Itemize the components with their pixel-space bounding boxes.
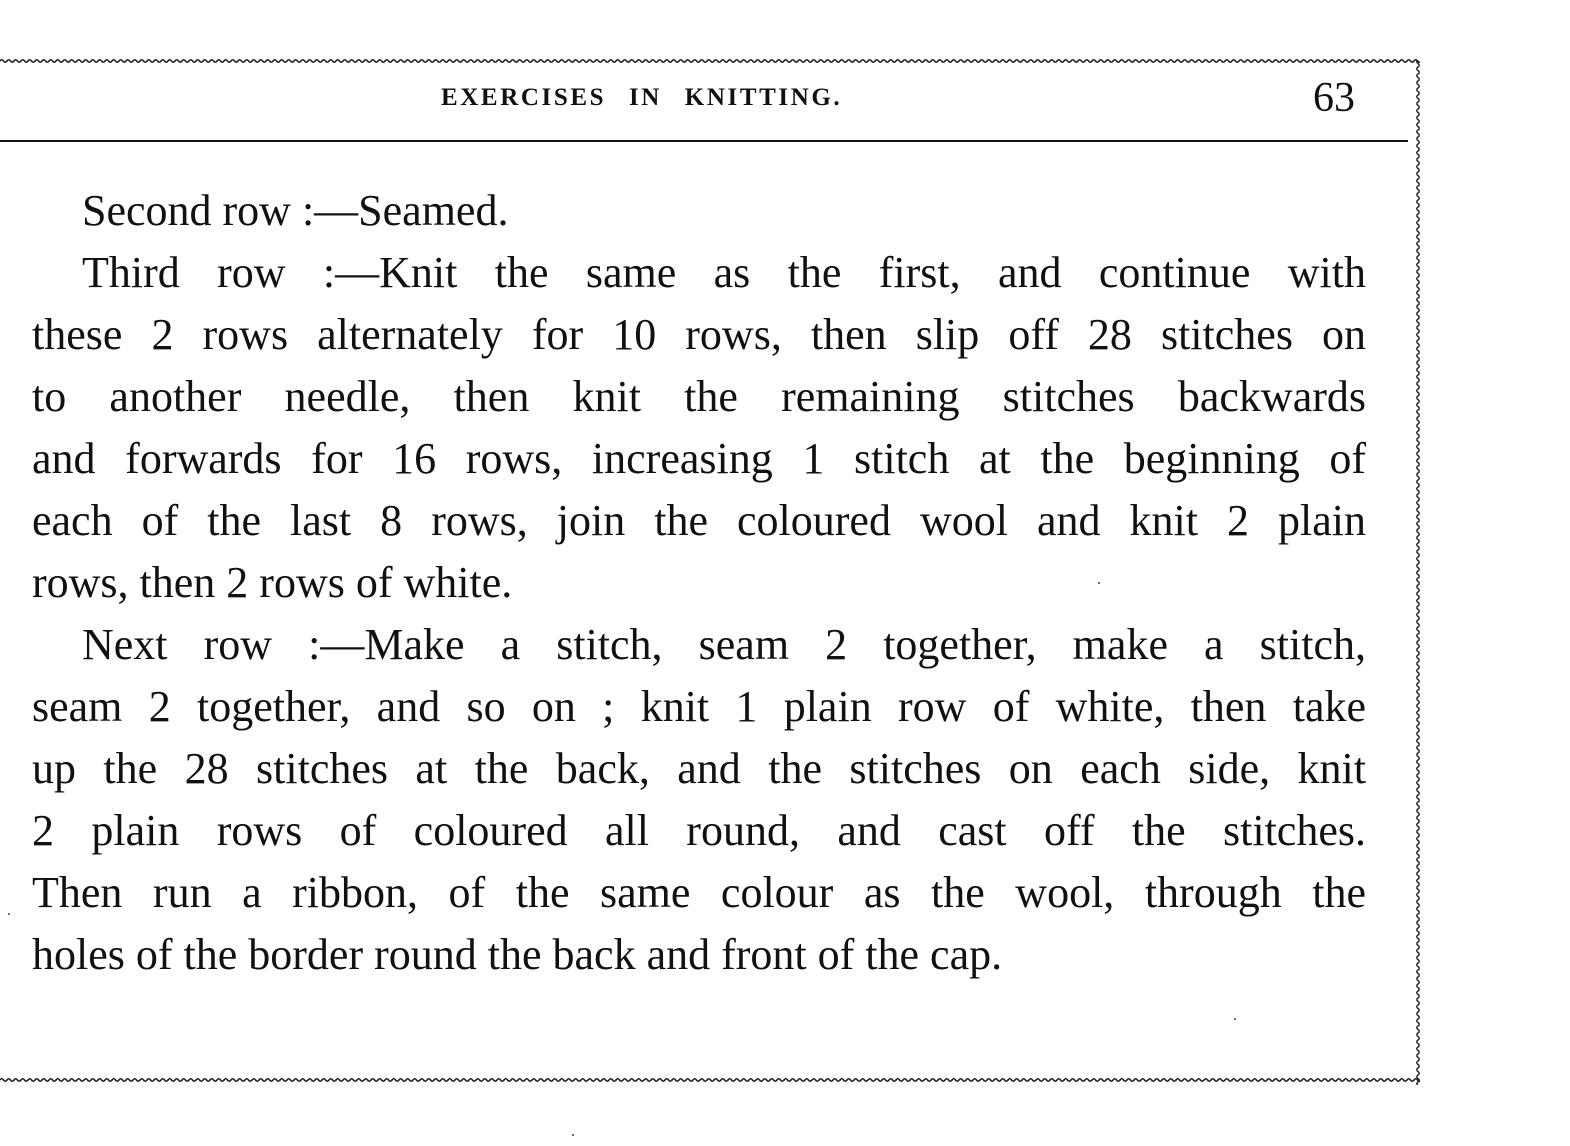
paragraph-second-row [32,180,1366,242]
text-line: Second row :—Seamed. [82,186,509,235]
text-line: holes of the border round the back and front of the cap. [32,930,1003,979]
paragraph-third-row [32,242,1366,614]
text-line: Then run a ribbon, of the same colour as the wool, through the [32,868,1366,917]
print-speck [8,913,10,915]
right-wavy-border [1412,60,1424,1085]
running-head [0,75,1400,122]
text-line: Next row :—Make a stitch, seam 2 together, make a stitch, [82,620,1366,669]
paragraph-next-row [32,614,1366,986]
header-rule [0,140,1408,142]
page-number: 63 [1313,75,1355,121]
print-speck [1098,582,1100,584]
bottom-wavy-border [0,1075,1420,1085]
body-text [32,180,1366,986]
print-speck [572,1134,574,1136]
running-title: EXERCISES IN KNITTING. [441,84,843,111]
text-line: each of the last 8 rows, join the coloured wool and knit 2 plain [32,496,1366,545]
print-speck [1234,1018,1236,1020]
text-line: seam 2 together, and so on ; knit 1 plain row of white, then take [32,682,1366,731]
text-line: to another needle, then knit the remaining stitches backwards [32,372,1366,421]
text-line: rows, then 2 rows of white. [32,558,513,607]
text-line: and forwards for 16 rows, increasing 1 stitch at the beginning of [32,434,1366,483]
text-line: up the 28 stitches at the back, and the stitches on each side, knit [32,744,1366,793]
text-line: 2 plain rows of coloured all round, and cast off the stitches. [32,806,1366,855]
text-line: these 2 rows alternately for 10 rows, then slip off 28 stitches on [32,310,1366,359]
top-wavy-border [0,56,1420,66]
text-line: Third row :—Knit the same as the first, and continue with [82,248,1366,297]
